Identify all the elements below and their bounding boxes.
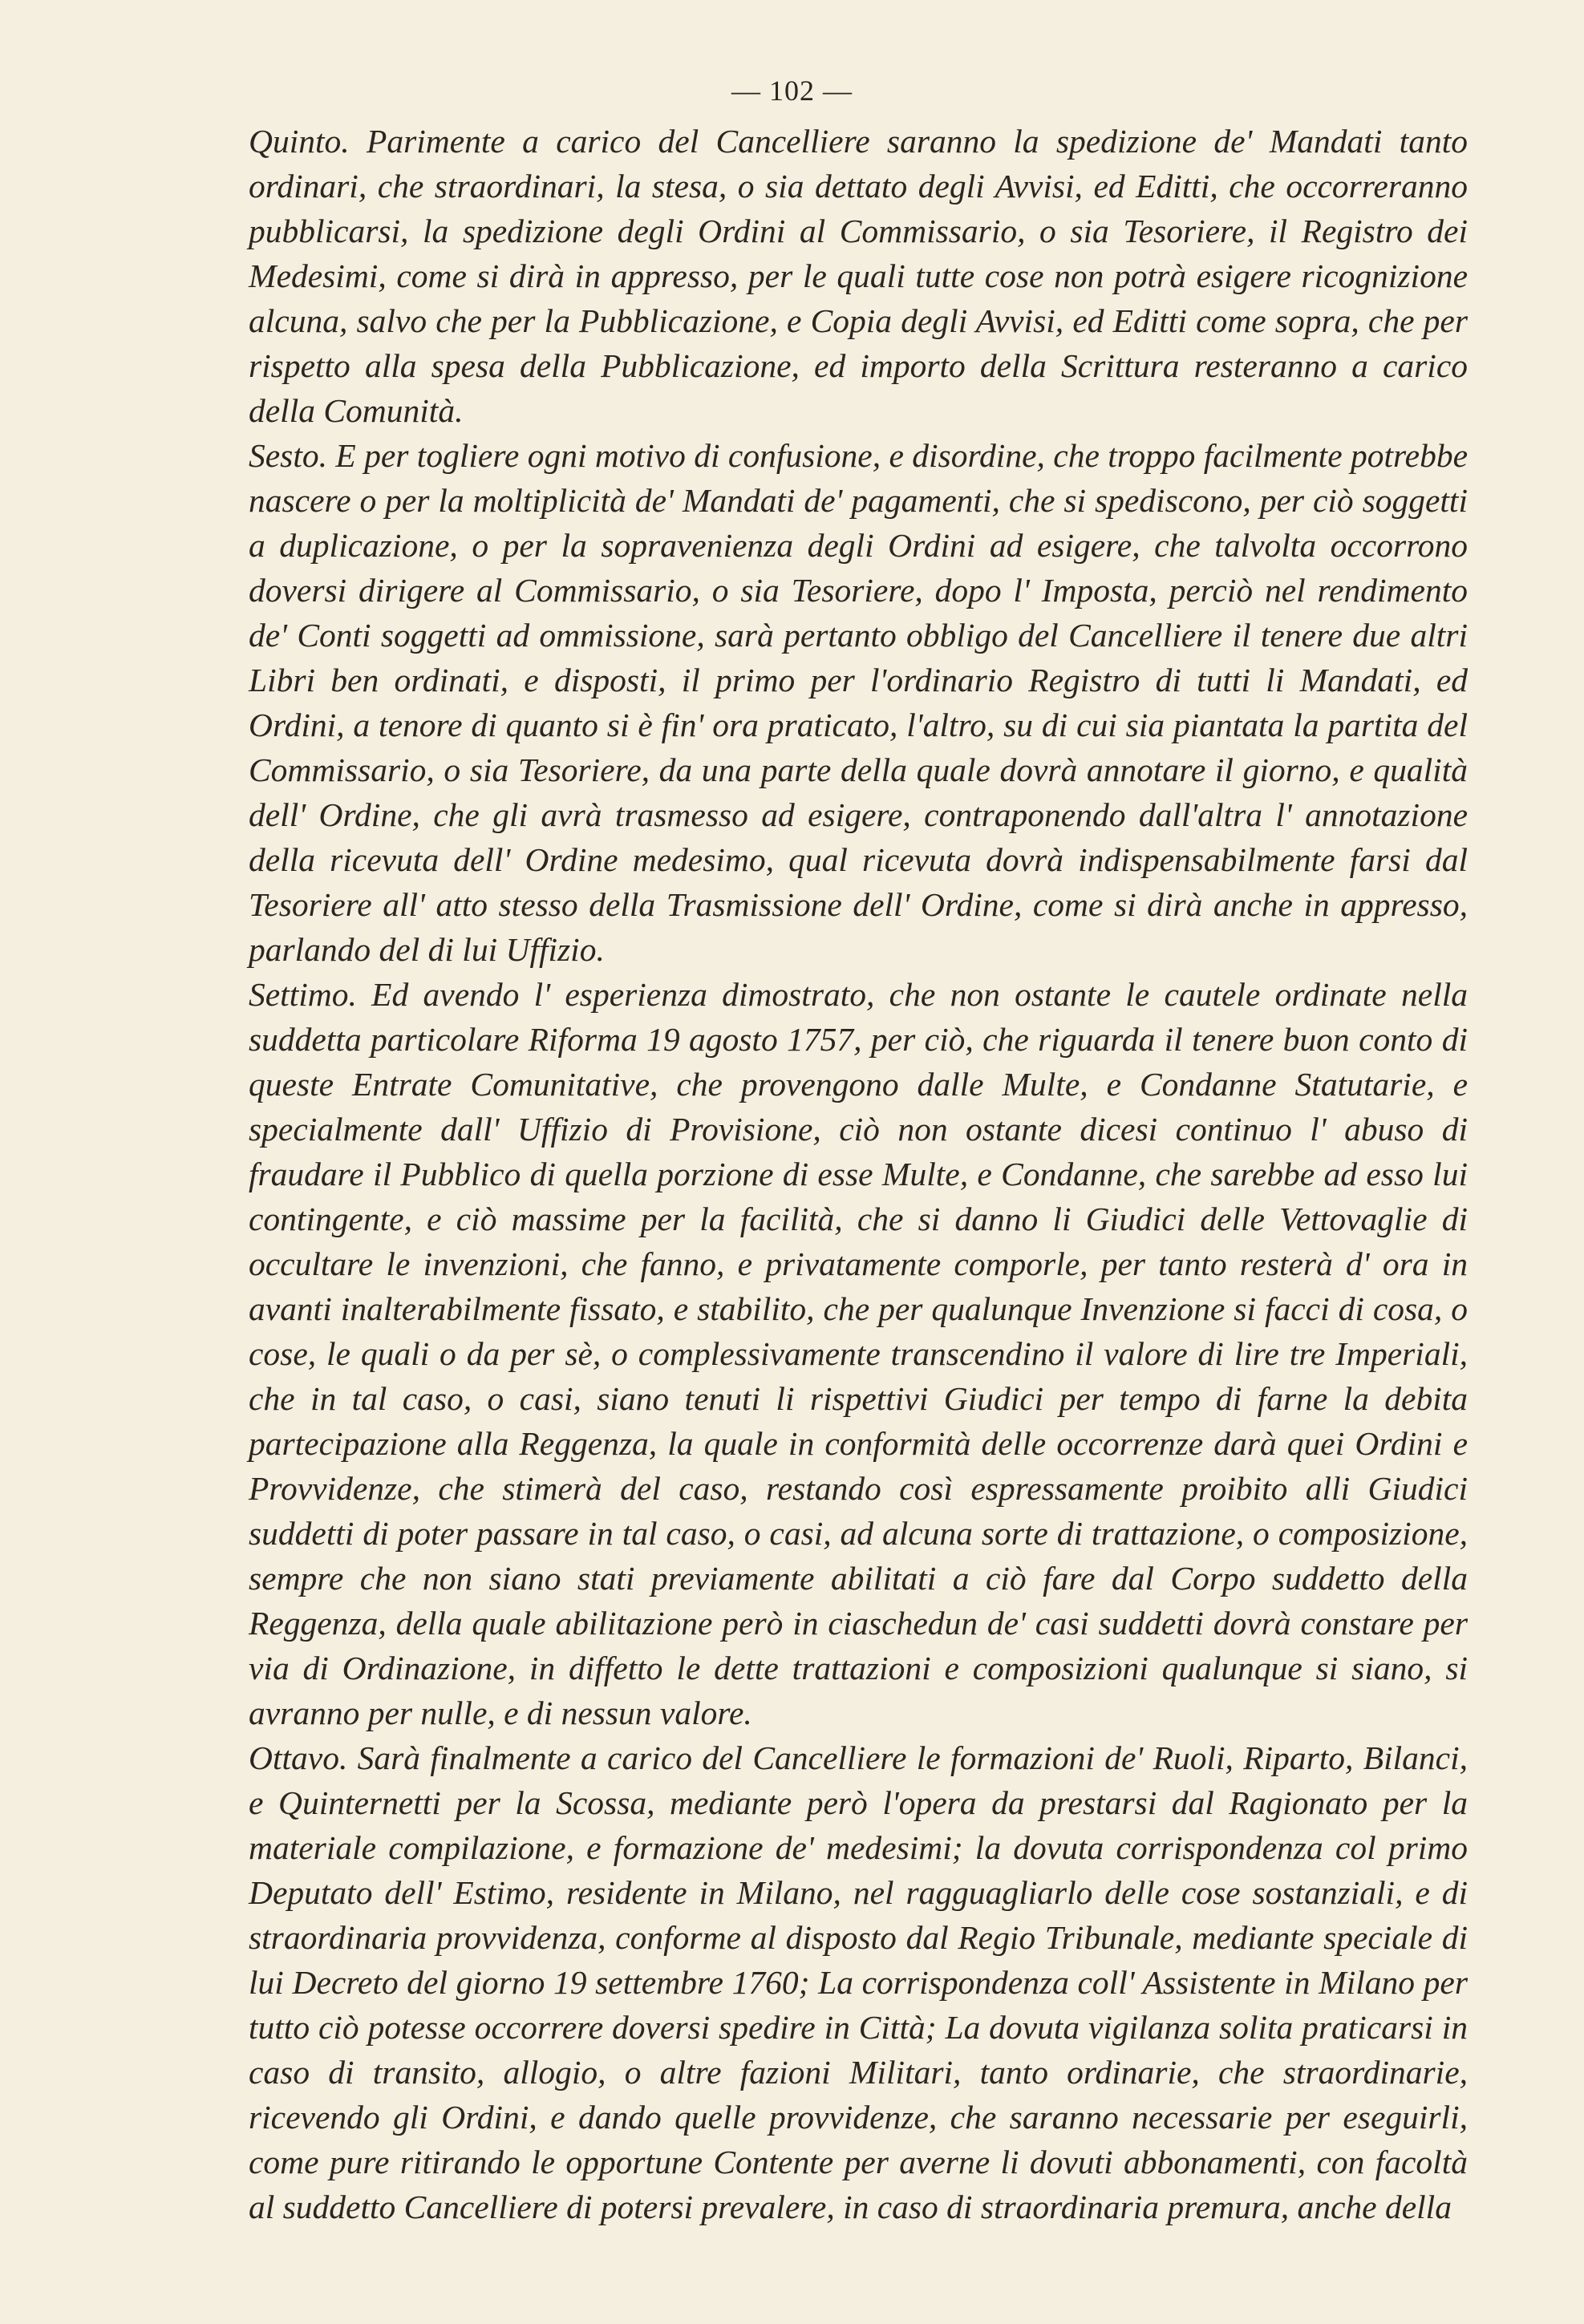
paragraph-settimo: Settimo. Ed avendo l' esperienza dimostrato, che non ostante le cautele ordinate nella suddetta particolare Riforma 19 agosto 1757, per ciò, che riguarda il tenere buon conto di queste Entrate Comunitative, che provengono dalle Multe, e Condanne Statutarie, e specialmente dall' Uffizio di Provisione, ciò non ostante dicesi continuo l' abuso di fraudare il Pubblico di quella porzione di esse Multe, e Condanne, che sarebbe ad esso lui contingente, e ciò massime per la facilità, che si danno li Giudici delle Vettovaglie di occultare le invenzioni, che fanno, e privatamente comporle, per tanto resterà d' ora in avanti inalterabilmente fissato, e stabilito, che per qualunque Invenzione si facci di cosa, o cose, le quali o da per sè, o complessivamente transcendino il valore di lire tre Imperiali, che in tal caso, o casi, siano tenuti li rispettivi Giudici per tempo di farne la debita partecipazione alla Reggenza, la quale in conformità delle occorrenze darà quei Ordini e Provvidenze, che stimerà del caso, restando così espressamente proibito alli Giudici suddetti di poter passare in tal caso, o casi, ad alcuna sorte di trattazione, o composizione, sempre che non siano stati previamente abilitati a ciò fare dal Corpo suddetto della Reggenza, della quale abilitazione però in ciaschedun de' casi suddetti dovrà constare per via di Ordinazione, in diffetto le dette trattazioni e composizioni qualunque si siano, si avranno per nulle, e di nessun valore. <box>249 976 1468 1731</box>
page-number: — 102 — <box>731 75 853 107</box>
paragraph-quinto: Quinto. Parimente a carico del Cancelliere saranno la spedizione de' Mandati tanto ordinari, che straordinari, la stesa, o sia dettato degli Avvisi, ed Editti, che occorreranno pubblicarsi, la spedizione degli Ordini al Commissario, o sia Tesoriere, il Registro dei Medesimi, come si dirà in appresso, per le quali tutte cose non potrà esigere ricognizione alcuna, salvo che per la Pubblicazione, e Copia degli Avvisi, ed Editti come sopra, che per rispetto alla spesa della Pubblicazione, ed importo della Scrittura resteranno a carico della Comunità. <box>249 123 1468 429</box>
body-text <box>249 119 1468 2229</box>
paragraph-ottavo: Ottavo. Sarà finalmente a carico del Cancelliere le formazioni de' Ruoli, Riparto, Bilanci, e Quinternetti per la Scossa, mediante però l'opera da prestarsi dal Ragionato per la materiale compilazione, e formazione de' medesimi; la dovuta corrispondenza col primo Deputato dell' Estimo, residente in Milano, nel ragguagliarlo delle cose sostanziali, e di straordinaria provvidenza, conforme al disposto dal Regio Tribunale, mediante speciale di lui Decreto del giorno 19 settembre 1760; La corrispondenza coll' Assistente in Milano per tutto ciò potesse occorrere doversi spedire in Città; La dovuta vigilanza solita praticarsi in caso di transito, allogio, o altre fazioni Militari, tanto ordinarie, che straordinarie, ricevendo gli Ordini, e dando quelle provvidenze, che saranno necessarie per eseguirli, come pure ritirando le opportune Contente per averne li dovuti abbonamenti, con facoltà al suddetto Cancelliere di potersi prevalere, in caso di straordinaria premura, anche della <box>249 1739 1468 2225</box>
paragraph-sesto: Sesto. E per togliere ogni motivo di confusione, e disordine, che troppo facilmente potrebbe nascere o per la moltiplicità de' Mandati de' pagamenti, che si spediscono, per ciò soggetti a duplicazione, o per la sopravenienza degli Ordini ad esigere, che talvolta occorrono doversi dirigere al Commissario, o sia Tesoriere, dopo l' Imposta, perciò nel rendimento de' Conti soggetti ad ommissione, sarà pertanto obbligo del Cancelliere il tenere due altri Libri ben ordinati, e disposti, il primo per l'ordinario Registro di tutti li Mandati, ed Ordini, a tenore di quanto si è fin' ora praticato, l'altro, su di cui sia piantata la partita del Commissario, o sia Tesoriere, da una parte della quale dovrà annotare il giorno, e qualità dell' Ordine, che gli avrà trasmesso ad esigere, contraponendo dall'altra l' annotazione della ricevuta dell' Ordine medesimo, qual ricevuta dovrà indispensabilmente farsi dal Tesoriere all' atto stesso della Trasmissione dell' Ordine, come si dirà anche in appresso, parlando del di lui Uffizio. <box>249 437 1468 968</box>
